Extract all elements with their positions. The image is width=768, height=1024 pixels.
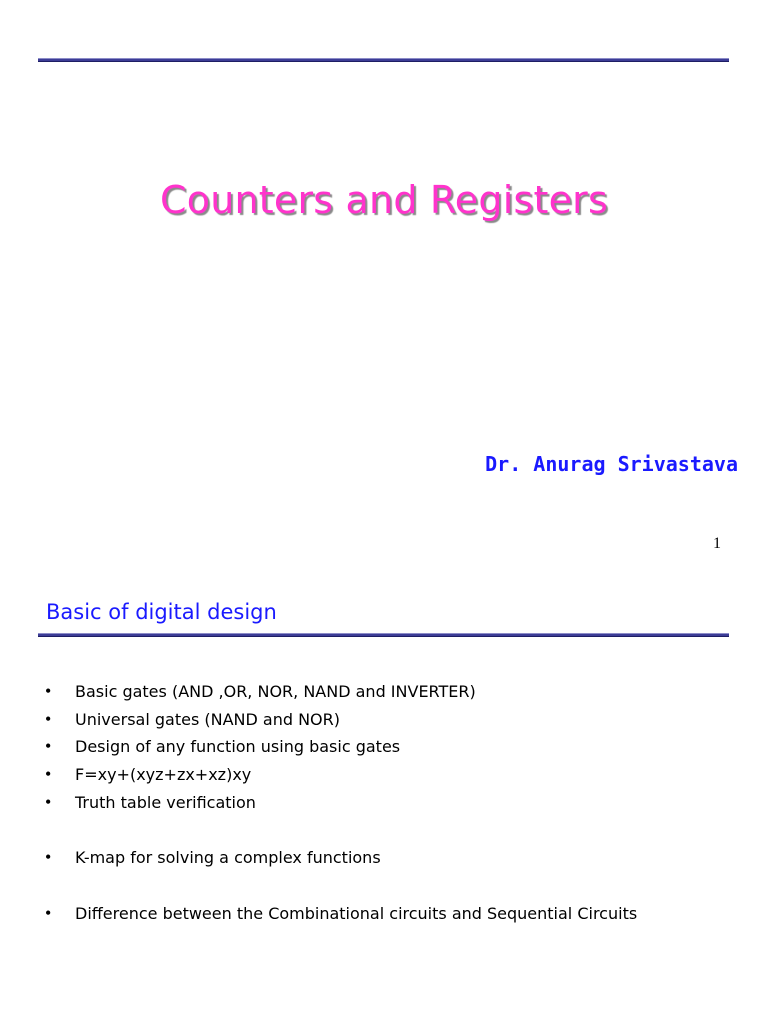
slide-title: Counters and Registers xyxy=(160,178,608,222)
bullet-item xyxy=(0,900,768,928)
bullet-dot-icon: • xyxy=(45,736,52,757)
bullet-item xyxy=(0,761,768,789)
bullet-item xyxy=(0,678,768,706)
bullet-dot-icon: • xyxy=(45,791,52,812)
bullet-list xyxy=(0,678,768,928)
top-divider xyxy=(38,58,729,62)
bullet-item xyxy=(0,789,768,817)
bullet-dot-icon: • xyxy=(45,764,52,785)
bullet-text: Basic gates (AND ,OR, NOR, NAND and INVERTER) xyxy=(75,682,476,701)
bullet-text: Universal gates (NAND and NOR) xyxy=(75,709,340,729)
bullet-text: Difference between the Combinational circuits and Sequential Circuits xyxy=(75,904,638,924)
bullet-dot-icon: • xyxy=(45,708,52,729)
page-number: 1 xyxy=(713,535,721,552)
bullet-item xyxy=(0,844,768,872)
author-name: Dr. Anurag Srivastava xyxy=(485,452,738,476)
bullet-text: F=xy+(xyz+zx+xz)xy xyxy=(75,765,252,785)
bullet-dot-icon: • xyxy=(45,681,52,701)
bullet-text: Truth table verification xyxy=(75,792,256,812)
section-heading: Basic of digital design xyxy=(46,600,277,624)
bullet-text: Design of any function using basic gates xyxy=(75,737,401,757)
bullet-dot-icon: • xyxy=(45,847,52,868)
bullet-text: K-map for solving a complex functions xyxy=(75,848,381,868)
bullet-dot-icon: • xyxy=(45,903,52,924)
bullet-item xyxy=(0,733,768,761)
bullet-item xyxy=(0,706,768,734)
heading-divider xyxy=(38,633,729,637)
